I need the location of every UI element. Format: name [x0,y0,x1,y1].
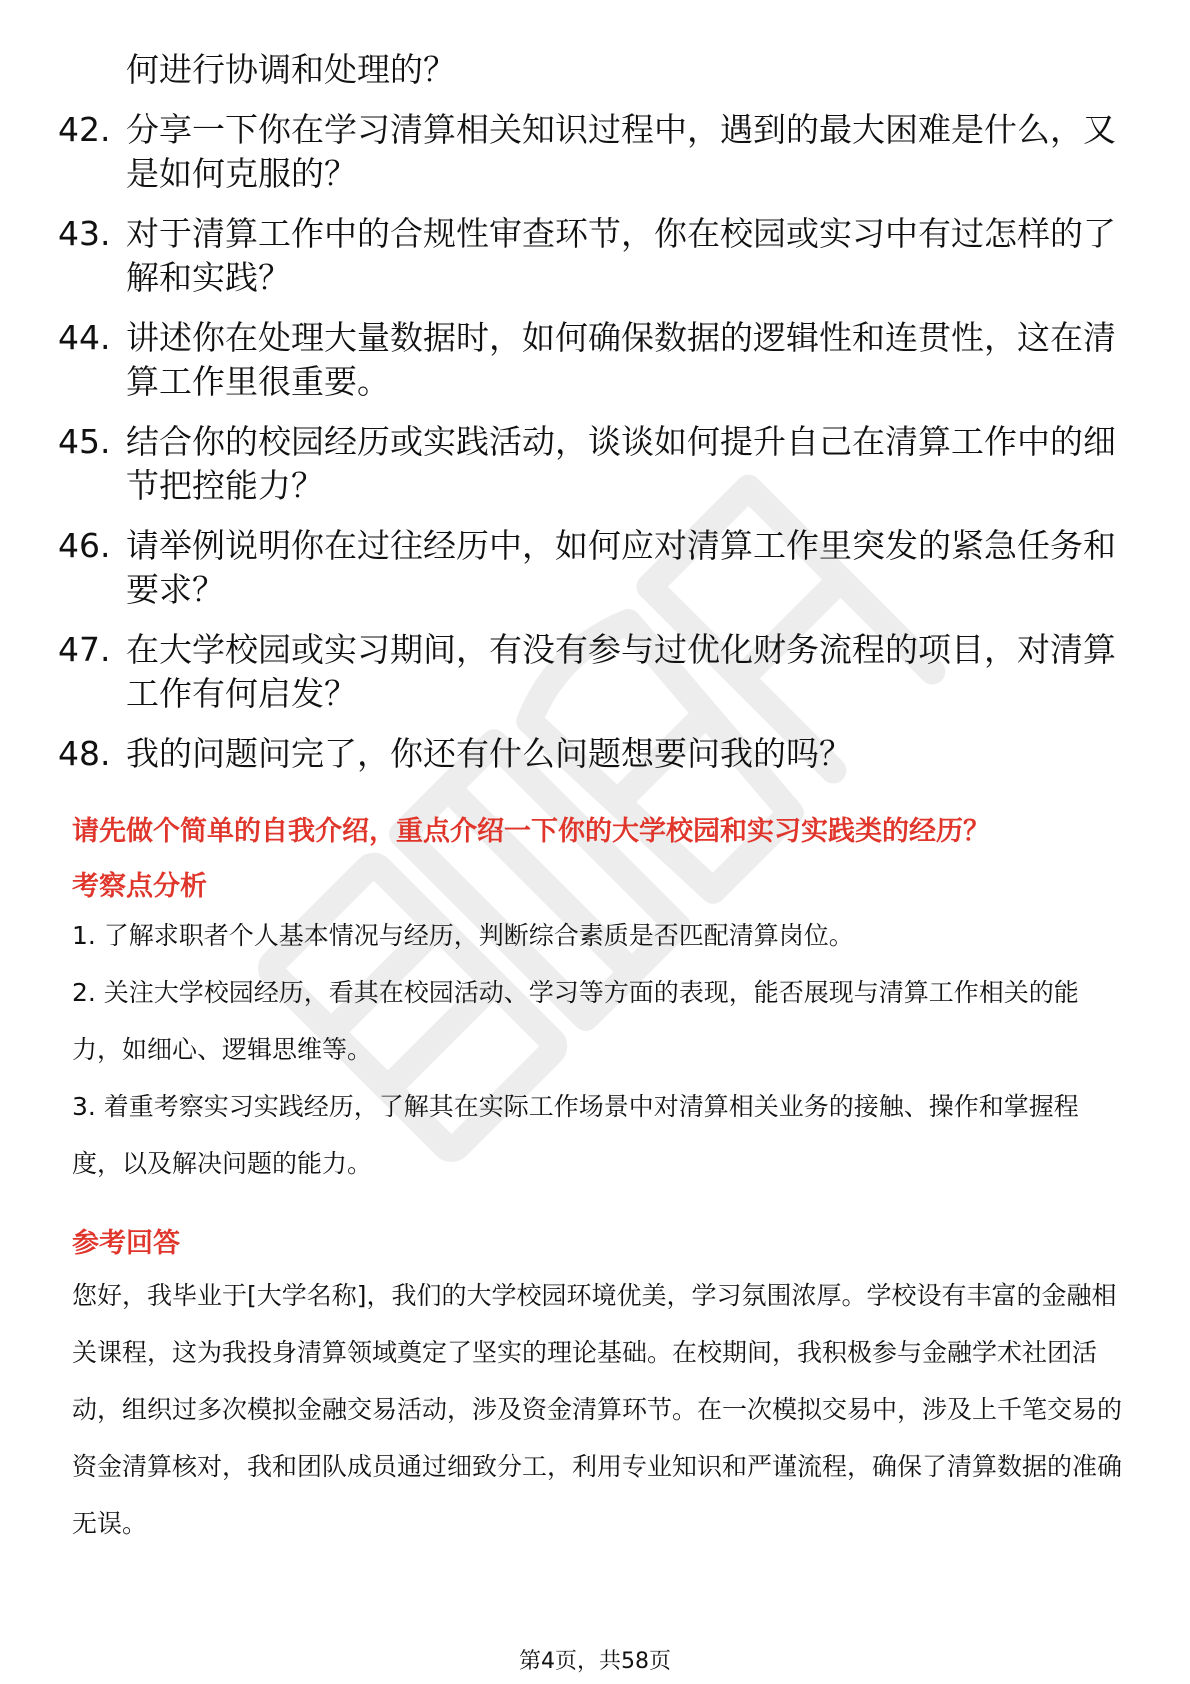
question-number: 42. [58,110,111,149]
question-text: 在大学校园或实习期间，有没有参与过优化财务流程的项目，对清算工作有何启发？ [126,630,1116,713]
analysis-heading: 考察点分析 [72,871,207,902]
list-item [58,108,1118,196]
question-number: 46. [58,526,111,565]
question-text: 请举例说明你在过往经历中，如何应对清算工作里突发的紧急任务和要求？ [126,526,1116,609]
list-item [58,48,1118,92]
question-text: 结合你的校园经历或实践活动，谈谈如何提升自己在清算工作中的细节把控能力？ [126,422,1116,505]
question-text: 讲述你在处理大量数据时，如何确保数据的逻辑性和连贯性，这在清算工作里很重要。 [126,318,1116,401]
list-item [58,212,1118,300]
question-text: 分享一下你在学习清算相关知识过程中，遇到的最大困难是什么，又是如何克服的？ [126,110,1116,193]
question-number: 45. [58,422,111,461]
question-text: 对于清算工作中的合规性审查环节，你在校园或实习中有过怎样的了解和实践？ [126,214,1116,297]
question-list [58,48,1118,792]
answer-text: 您好，我毕业于[大学名称]，我们的大学校园环境优美，学习氛围浓厚。学校设有丰富的金融相关课程，这为我投身清算领域奠定了坚实的理论基础。在校期间，我积极参与金融学术社团活动，组织过多次模拟金融交易活动，涉及资金清算环节。在一次模拟交易中，涉及上千笔交易的资金清算核对，我和团队成员通过细致分工，利用专业知识和严谨流程，确保了清算数据的准确无误。 [72,1281,1123,1538]
list-item [58,732,1118,776]
featured-question: 请先做个简单的自我介绍，重点介绍一下你的大学校园和实习实践类的经历？ [72,816,990,847]
page-footer: 第4页，共58页 [519,1649,671,1674]
question-number: 43. [58,214,111,253]
analysis-point: 1. 了解求职者个人基本情况与经历，判断综合素质是否匹配清算岗位。 [72,921,854,950]
question-text: 何进行协调和处理的？ [126,50,456,89]
question-number [58,48,126,92]
question-number: 48. [58,734,111,773]
list-item [58,420,1118,508]
answer-heading: 参考回答 [72,1228,180,1259]
question-number: 44. [58,318,111,357]
question-number: 47. [58,630,111,669]
list-item [58,524,1118,612]
analysis-point: 2. 关注大学校园经历，看其在校园活动、学习等方面的表现，能否展现与清算工作相关的能力，如细心、逻辑思维等。 [72,978,1079,1064]
question-text: 我的问题问完了，你还有什么问题想要问我的吗？ [126,734,852,773]
analysis-point: 3. 着重考察实习实践经历，了解其在实际工作场景中对清算相关业务的接触、操作和掌握程度，以及解决问题的能力。 [72,1092,1079,1178]
answer-section [72,1224,1122,1552]
list-item [58,316,1118,404]
analysis-section [72,867,1122,1192]
list-item [58,628,1118,716]
